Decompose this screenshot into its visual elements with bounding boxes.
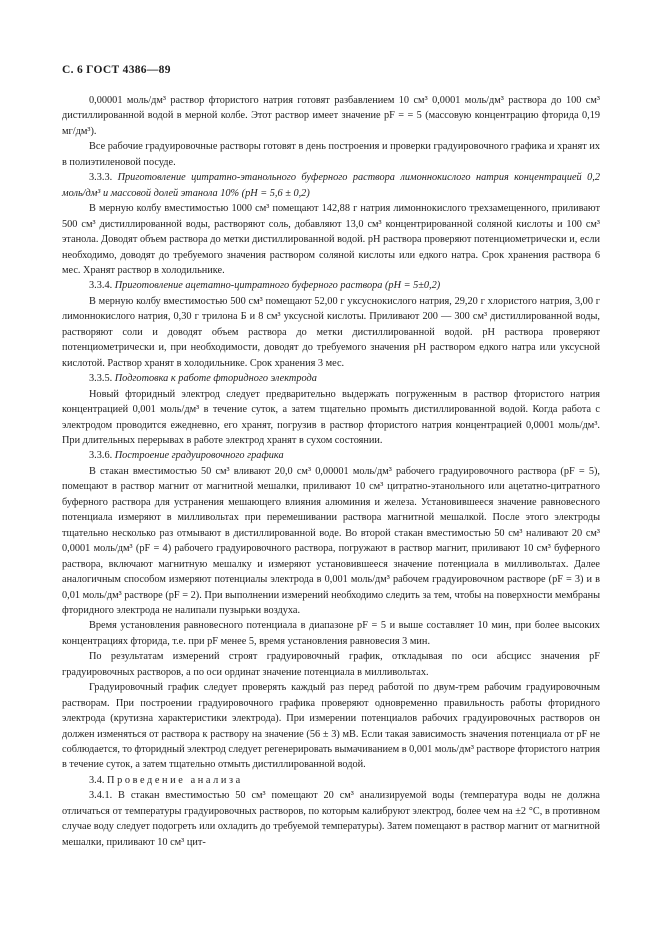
section-number: 3.3.4. [89,280,115,292]
paragraph: В мерную колбу вместимостью 500 см³ помещают 52,00 г уксуснокислого натрия, 29,20 г хлористого натрия, 3,00 г лимоннокислого натрия, 0,30 г трилона Б и 8 см³ уксусной кислоты. Приливают 200 — 300 см³ дистиллированной воды, растворяют соли и доводят объем раствора до метки дистиллированной водой. pH раствора проверяют потенциометрически и, при необходимости, доводят до требуемого значения pH раствором едкого натра или уксусной кислотой. Раствор хранят в холодильнике. Срок хранения 3 мес. [62,295,600,369]
paragraph: По результатам измерений строят градуировочный график, откладывая по оси абсцисс значения pF градуировочных растворов, а по оси ординат значение потенциала в милливольтах. [62,651,600,678]
paragraph: В мерную колбу вместимостью 1000 см³ помещают 142,88 г натрия лимоннокислого трехзамещенного, приливают 500 см³ дистиллированной воды, растворяют соль, добавляют 13,0 см³ концентрированной соляной кислоты и 100 см³ этанола. Доводят объем раствора до метки дистиллированной водой. pH раствора проверяют потенциометрически и, если необходимо, доводят до требуемого значения раствором соляной кислоты или едкого натра. Срок хранения раствора 6 мес. Хранят раствор в холодильнике. [62,203,600,276]
section-number: 3.3.6. [89,450,115,462]
page-header: С. 6 ГОСТ 4386—89 [62,64,171,76]
paragraph: Градуировочный график следует проверять каждый раз перед работой по двум-трем рабочим градуировочным растворам. При построении градуировочного графика проверяют одновременно правильность работы фторидного электрода (крутизна характеристики электрода). При измерении потенциалов рабочих градуировочных растворов он должен изменяться от раствора к раствору на значение (56 ± 3) мВ. Если такая зависимость значения потенциала от pF не соблюдается, то фторидный электрод следует регенерировать вымачиванием в 0,001 моль/дм³ растворе фтористого натрия в течение суток, а затем тщательно отмыть дистиллированной водой. [62,682,600,771]
section-heading [62,371,600,386]
section-heading [62,278,600,293]
paragraph: 0,00001 моль/дм³ раствор фтористого натрия готовят разбавлением 10 см³ 0,0001 моль/дм³ раствора до 100 см³ дистиллированной водой в мерной колбе. Этот раствор имеет значение pF = = 5 (массовую концентрацию фторида 0,19 мг/дм³). [62,95,600,137]
section-number: 3.3.3. [89,172,118,184]
section-heading [62,773,600,788]
paragraph: В стакан вместимостью 50 см³ вливают 20,0 см³ 0,00001 моль/дм³ рабочего градуировочного раствора (pF = 5), помещают в раствор магнит от магнитной мешалки, приливают 10 см³ цитратно-этанольного или ацетатно-цитратного буферного раствора для устранения мешающего влияния алюминия и железа. Установившееся значение равновесного потенциала измеряют в милливольтах при перемешивании раствора магнитной мешалкой. После этого электроды тщательно несколько раз отмывают в дистиллированной воде. Во второй стакан вместимостью 50 см³ наливают 20 см³ 0,0001 моль/дм³ (pF = 4) рабочего градуировочного раствора, погружают в раствор магнит, приливают 10 см³ буферного раствора, включают магнитную мешалку и измеряют установившееся значение потенциала в милливольтах. Далее аналогичным способом измеряют потенциалы электрода в 0,001 моль/дм³ рабочем градуировочном растворе (pF = 3) и в 0,01 моль/дм³ растворе (pF = 2). При выполнении измерений необходимо следить за тем, чтобы на поверхности мембраны фторидного электрода не налипали пузырьки воздуха. [62,465,600,616]
document-body [62,93,600,850]
paragraph: 3.4.1. В стакан вместимостью 50 см³ помещают 20 см³ анализируемой воды (температура воды не должна отличаться от температуры градуировочных растворов, по которым калибруют электрод, более чем на ±2 °С, в противном случае воду следует подогреть или охладить до требуемой температуры). Затем помещают в раствор магнит от магнитной мешалки, приливают 10 см³ цит- [62,790,600,848]
section-number: 3.3.5. [89,373,115,385]
section-heading [62,170,600,201]
section-title: Приготовление цитратно-этанольного буферного раствора лимоннокислого натрия концентрацией 0,2 моль/дм³ и массовой долей этанола 10% (pH = 5,6 ± 0,2) [62,172,600,199]
section-title: Проведение анализа [107,774,243,786]
section-title: Приготовление ацетатно-цитратного буферного раствора (pH = 5±0,2) [114,280,441,292]
section-number: 3.4. [89,774,108,786]
section-heading [62,448,600,463]
paragraph: Новый фторидный электрод следует предварительно выдержать погруженным в раствор фтористого натрия концентрацией 0,001 моль/дм³ в течение суток, а затем тщательно промыть дистиллированной водой. Когда работа с электродом проводится ежедневно, его хранят, погрузив в раствор фтористого натрия концентрацией 0,0001 моль/дм³. При длительных перерывах в работе электрод хранят в сухом состоянии. [62,388,600,446]
paragraph: Время установления равновесного потенциала в диапазоне pF = 5 и выше составляет 10 мин, при более высоких концентрациях фторида, т.е. при pF менее 5, время установления равновесия 3 мин. [62,620,600,647]
document-page [62,62,600,850]
section-title: Подготовка к работе фторидного электрода [114,373,317,385]
paragraph: Все рабочие градуировочные растворы готовят в день построения и проверки градуировочного графика и хранят их в полиэтиленовой посуде. [62,141,600,168]
section-title: Построение градуировочного графика [114,450,284,462]
